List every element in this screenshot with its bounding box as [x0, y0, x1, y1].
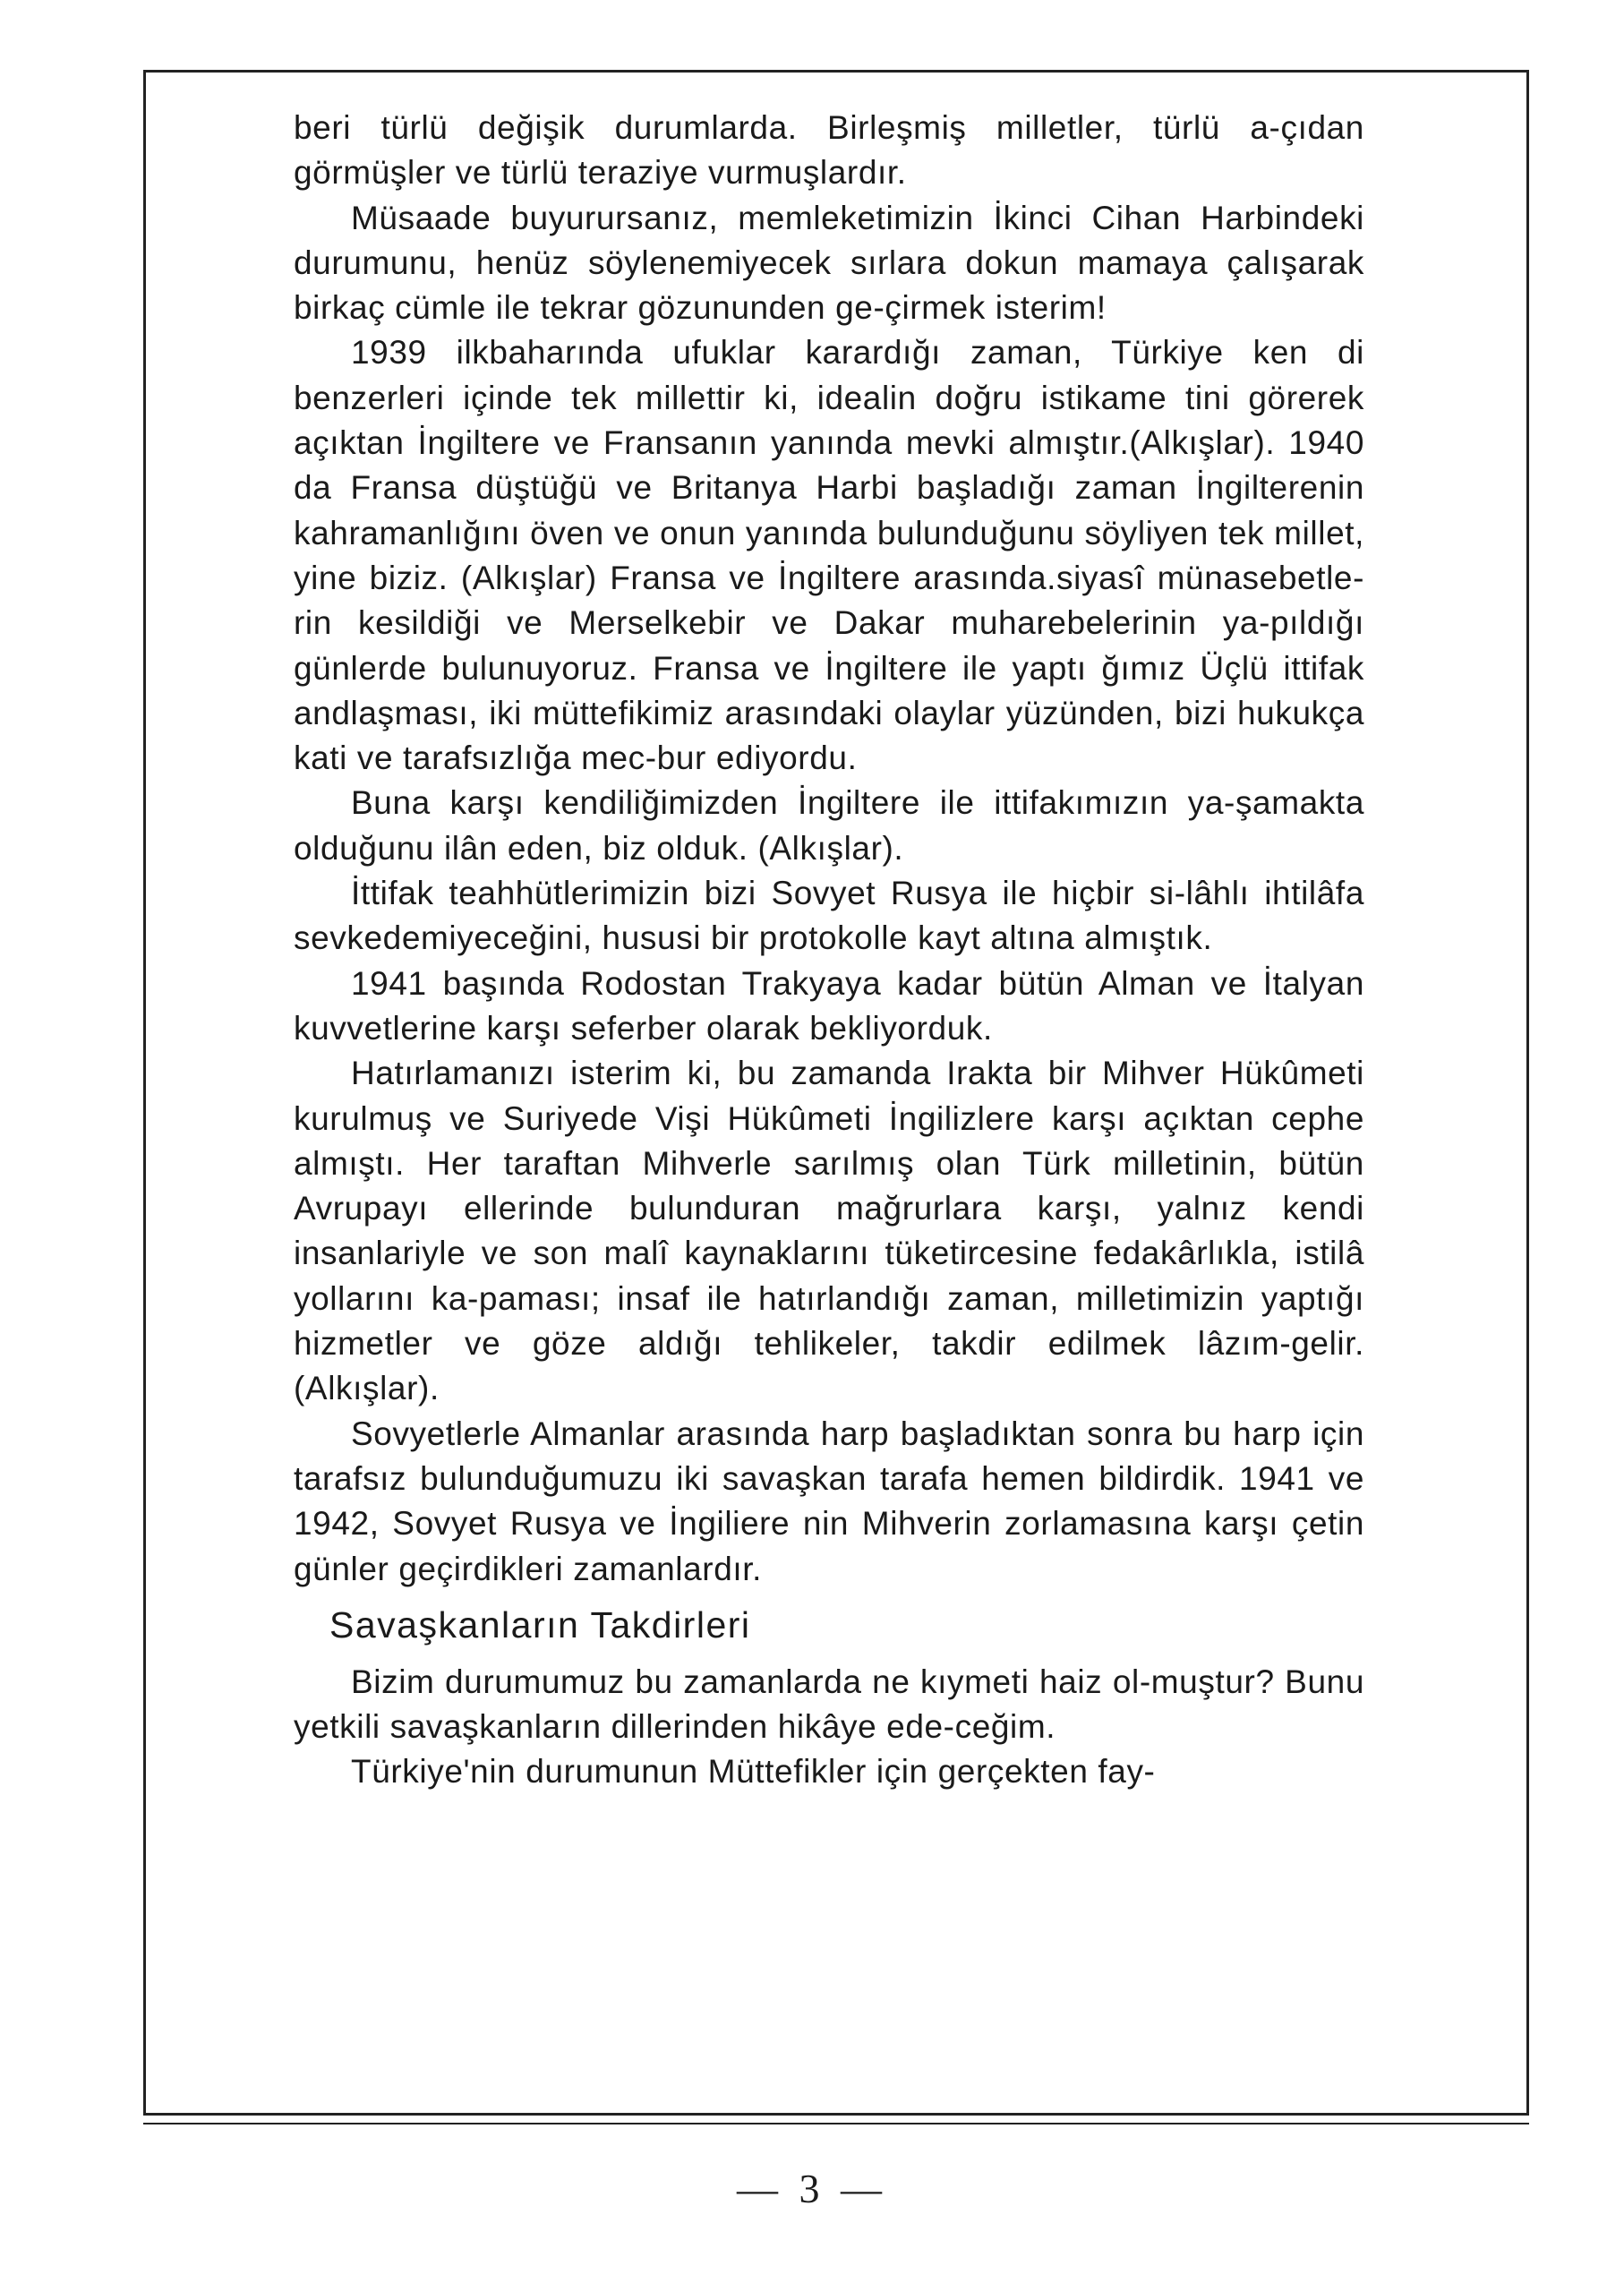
paragraph-hatirlamanizi: Hatırlamanızı isterim ki, bu zamanda Irakta bir Mihver Hükûmeti kurulmuş ve Suriyede Vişi Hükûmeti İngilizlere karşı açıktan cephe almıştı. Her taraftan Mihverle sarılmış olan Türk milletinin, bütün Avrupayı ellerinde bulunduran mağrurlara karşı, yalnız kendi insanlariyle ve son malî kaynaklarını tüketircesine fedakârlıkla, istilâ yollarını ka-paması; insaf ile hatırlandığı zaman, milletimizin yaptığı hizmetler ve göze aldığı tehlikeler, takdir edilmek lâzım-gelir. (Alkışlar). [294, 1055, 1364, 1407]
section-heading: Savaşkanların Takdirleri [329, 1603, 751, 1646]
page-frame-top-rule [143, 70, 1529, 73]
page-number: — 3 — [737, 2166, 887, 2211]
paragraph-sovyetlerle: Sovyetlerle Almanlar arasında harp başladıktan sonra bu harp için tarafsız bulunduğumuzu iki savaşkan tarafa hemen bildirdik. 1941 ve 1942, Sovyet Rusya ve İngiliere nin Mihverin zorlamasına karşı çetin günler geçirdikleri zamanlardır. [294, 1415, 1364, 1587]
paragraph-ittifak: İttifak teahhütlerimizin bizi Sovyet Rusya ile hiçbir si-lâhlı ihtilâfa sevkedemiyeceğini, hususi bir protokolle kayt altına almıştık. [294, 875, 1364, 957]
document-body [294, 106, 1364, 1795]
page-frame-bottom-rule [143, 2113, 1529, 2116]
paragraph-musaade: Müsaade buyurursanız, memleketimizin İkinci Cihan Harbindeki durumunu, henüz söylenemiyecek sırlara dokun mamaya çalışarak birkaç cümle ile tekrar gözununden ge-çirmek isterim! [294, 199, 1364, 327]
paragraph-turkiyenin: Türkiye'nin durumunun Müttefikler için gerçekten fay- [351, 1753, 1156, 1791]
paragraph-bizim: Bizim durumumuz bu zamanlarda ne kıymeti haiz ol-muştur? Bunu yetkili savaşkanların dillerinden hikâye ede-ceğim. [294, 1663, 1364, 1746]
page-frame-right-rule [1526, 70, 1529, 2116]
page-frame-left-rule [143, 70, 146, 2116]
page-frame-bottom-double-rule [143, 2123, 1529, 2124]
paragraph-1941: 1941 başında Rodostan Trakyaya kadar bütün Alman ve İtalyan kuvvetlerine karşı seferber olarak bekliyorduk. [294, 964, 1364, 1047]
paragraph-buna-karsi: Buna karşı kendiliğimizden İngiltere ile ittifakımızın ya-şamakta olduğunu ilân eden, biz olduk. (Alkışlar). [294, 784, 1364, 867]
paragraph-1939: 1939 ilkbaharında ufuklar karardığı zaman, Türkiye ken di benzerleri içinde tek millettir ki, idealin doğru istikame tini görerek açıktan İngiltere ve Fransanın yanında mevki almıştır.(Alkışlar). 1940 da Fransa düştüğü ve Britanya Harbi başladığı zaman İngilterenin kahramanlığını öven ve onun yanında bulunduğunu söyliyen tek millet, yine biziz. (Alkışlar) Fransa ve İngiltere arasında.siyasî münasebetle-rin kesildiği ve Merselkebir ve Dakar muharebelerinin ya-pıldığı günlerde bulunuyoruz. Fransa ve İngiltere ile yaptı ğımız Üçlü ittifak andlaşması, iki müttefikimiz arasındaki olaylar yüzünden, bizi hukukça kati ve tarafsızlığa mec-bur ediyordu. [294, 334, 1364, 777]
paragraph-continuation: beri türlü değişik durumlarda. Birleşmiş milletler, türlü a-çıdan görmüşler ve türlü teraziye vurmuşlardır. [294, 109, 1364, 192]
